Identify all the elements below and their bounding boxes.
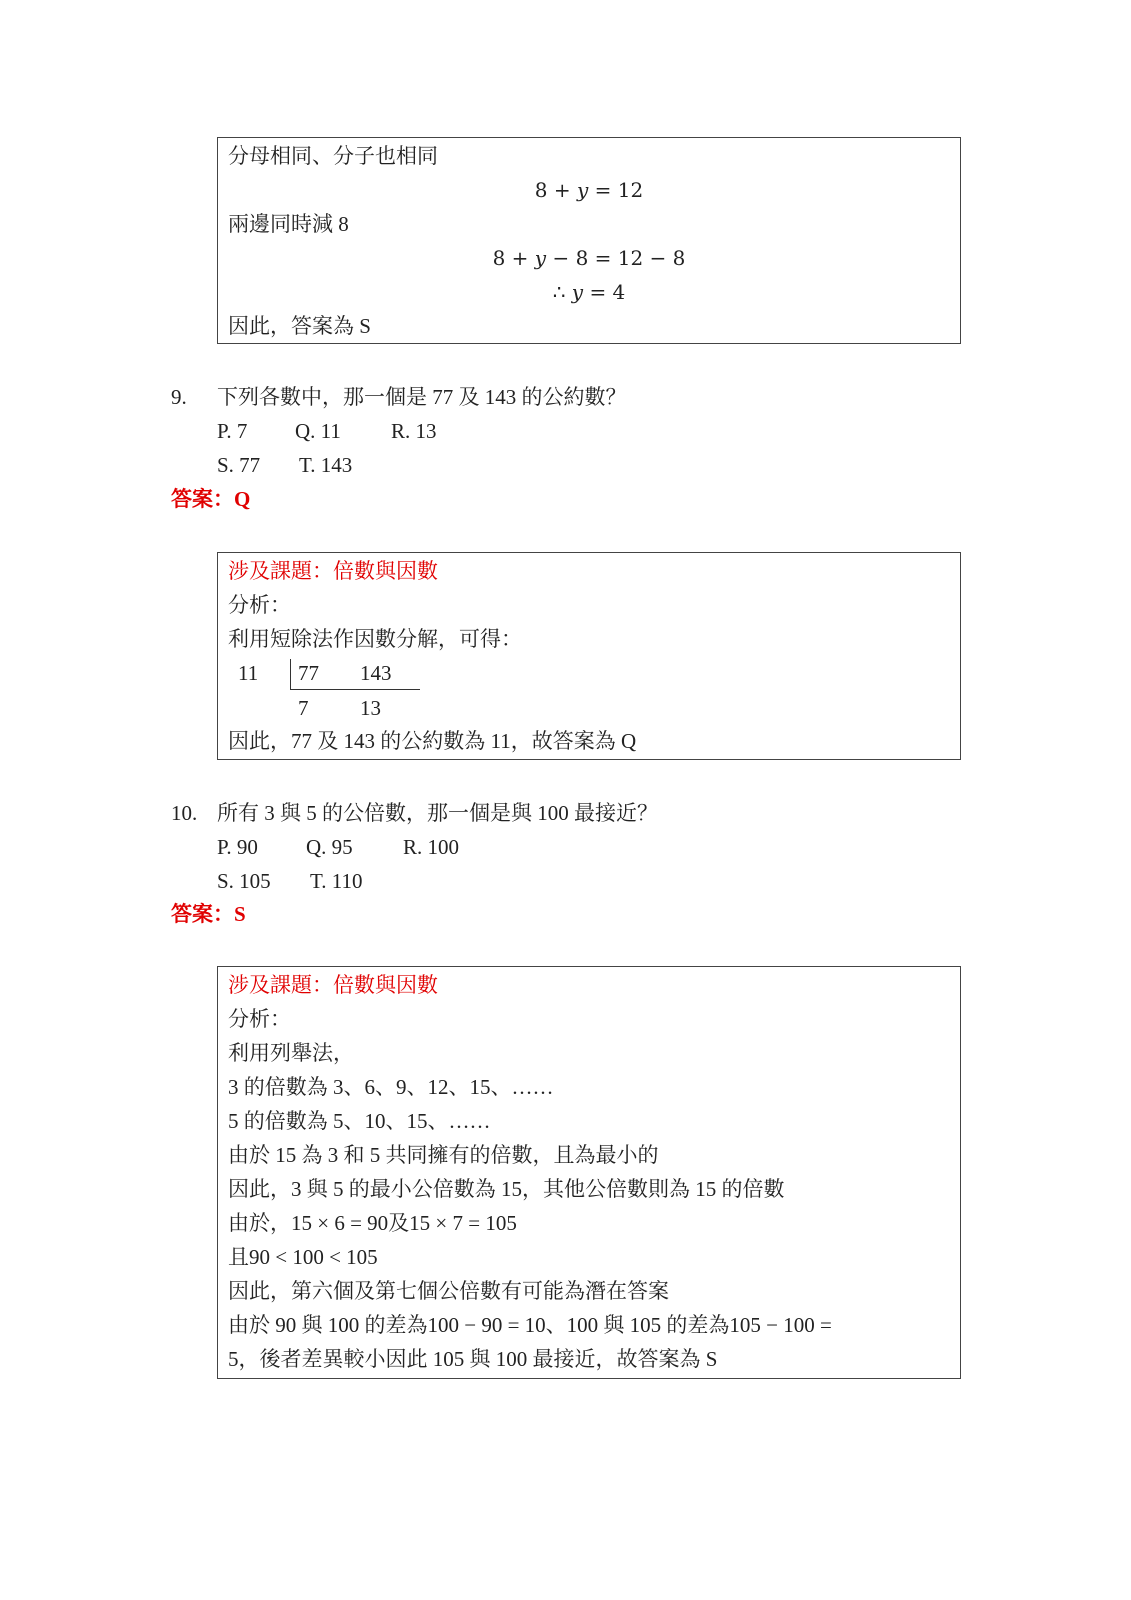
- short-division-dividend-77: 77: [298, 661, 319, 685]
- box3-line-1: 利用列舉法，: [228, 1041, 354, 1065]
- box3-line-4: 由於 15 為 3 和 5 共同擁有的倍數，且為最小的: [228, 1143, 659, 1167]
- solution-box-q9: [217, 552, 961, 760]
- q9-option-r: R. 13: [391, 419, 437, 443]
- box3-line-6: 由於，15 × 6 = 90及15 × 7 = 105: [228, 1211, 517, 1235]
- q9-option-s: S. 77: [217, 453, 261, 477]
- q9-number: 9.: [171, 385, 187, 409]
- box3-line-5: 因此，3 與 5 的最小公倍數為 15，其他公倍數則為 15 的倍數: [228, 1177, 785, 1201]
- box3-line-7: 且90 < 100 < 105: [228, 1245, 378, 1269]
- box2-line1: 利用短除法作因數分解，可得：: [228, 627, 522, 651]
- box2-analysis-label: 分析：: [228, 593, 291, 617]
- q10-answer: 答案：S: [171, 902, 246, 926]
- box1-line1: 分母相同、分子也相同: [228, 144, 438, 168]
- q10-option-s: S. 105: [217, 869, 271, 893]
- q9-answer: 答案：Q: [171, 487, 251, 511]
- q10-number: 10.: [171, 801, 198, 825]
- q10-option-r: R. 100: [403, 835, 460, 859]
- box1-line2: 兩邊同時減 8: [228, 212, 349, 236]
- short-division-quotient-7: 7: [298, 696, 309, 720]
- q9-option-p: P. 7: [217, 419, 248, 443]
- box1-equation3: ∴ 𝑦 = 4: [552, 280, 626, 304]
- solution-box-q10: [217, 966, 961, 1379]
- box3-line-2: 3 的倍數為 3、6、9、12、15、……: [228, 1075, 554, 1099]
- q10-option-t: T. 110: [310, 869, 363, 893]
- box1-equation1: 8 + 𝑦 = 12: [534, 178, 644, 202]
- q9-option-q: Q. 11: [295, 419, 341, 443]
- q10-question: 所有 3 與 5 的公倍數，那一個是與 100 最接近？: [217, 801, 658, 825]
- short-division-bar: [290, 659, 291, 689]
- box3-line-8: 因此，第六個及第七個公倍數有可能為潛在答案: [228, 1279, 669, 1303]
- box3-line-10: 5，後者差異較小因此 105 與 100 最接近，故答案為 S: [228, 1347, 718, 1371]
- q9-question: 下列各數中，那一個是 77 及 143 的公約數？: [217, 385, 627, 409]
- box1-equation2: 8 + 𝑦 − 8 = 12 − 8: [492, 246, 686, 270]
- box3-line-9: 由於 90 與 100 的差為100 − 90 = 10、100 與 105 的差為105 − 100 =: [228, 1313, 832, 1337]
- q9-option-t: T. 143: [299, 453, 353, 477]
- box3-line-3: 5 的倍數為 5、10、15、……: [228, 1109, 491, 1133]
- short-division-underline: [290, 689, 420, 690]
- box2-topic: 涉及課題：倍數與因數: [228, 559, 438, 583]
- box3-analysis-label: 分析：: [228, 1007, 291, 1031]
- short-division-divisor: 11: [238, 661, 259, 685]
- short-division-quotient-13: 13: [360, 696, 381, 720]
- box3-topic: 涉及課題：倍數與因數: [228, 973, 438, 997]
- short-division-dividend-143: 143: [360, 661, 392, 685]
- solution-box-q8: [217, 137, 961, 344]
- q10-option-q: Q. 95: [306, 835, 353, 859]
- box2-conclusion: 因此，77 及 143 的公約數為 11，故答案為 Q: [228, 729, 637, 753]
- q10-option-p: P. 90: [217, 835, 258, 859]
- box1-line3: 因此，答案為 S: [228, 314, 371, 338]
